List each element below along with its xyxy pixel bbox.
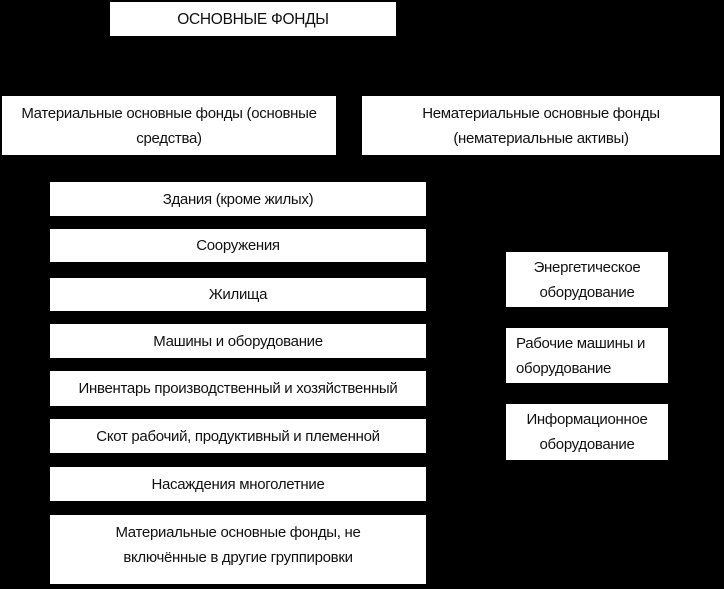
branch-material-label: Материальные основные фонды (основные средства) [21,104,317,147]
material-item-label: Скот рабочий, продуктивный и племенной [96,427,380,445]
root-node-label: ОСНОВНЫЕ ФОНДЫ [177,10,329,28]
machinery-item-label: Информационное оборудование [526,411,648,453]
material-item-label: Здания (кроме жилых) [162,190,314,208]
material-item-livestock [50,419,426,453]
material-item-label: Сооружения [196,237,280,254]
material-item-dwellings [50,278,426,311]
material-item-label: Машины и оборудование [153,332,323,350]
material-item-structures [50,229,426,262]
material-item-label: Насаждения многолетние [151,475,325,493]
branch-nonmaterial-label: Нематериальные основные фонды (нематериальные активы) [422,104,660,147]
machinery-item-label: Рабочие машины и оборудование [516,334,646,377]
machinery-item-energy [506,252,668,307]
machinery-item-information [506,404,668,460]
material-item-machinery [50,324,426,358]
material-item-plantings [50,467,426,501]
branch-material-assets [2,96,336,155]
machinery-item-label: Энергетическое оборудование [533,258,641,301]
material-item-buildings [50,182,426,216]
machinery-item-working [506,328,668,383]
material-item-label: Инвентарь производственный и хозяйственный [78,380,398,397]
material-item-other [50,515,426,584]
material-item-inventory [50,371,426,406]
material-item-label: Жилища [208,286,268,303]
material-item-label: Материальные основные фонды, не включённые в другие группировки [115,524,361,566]
root-node-fixed-assets [110,2,396,36]
branch-nonmaterial-assets [362,96,720,155]
